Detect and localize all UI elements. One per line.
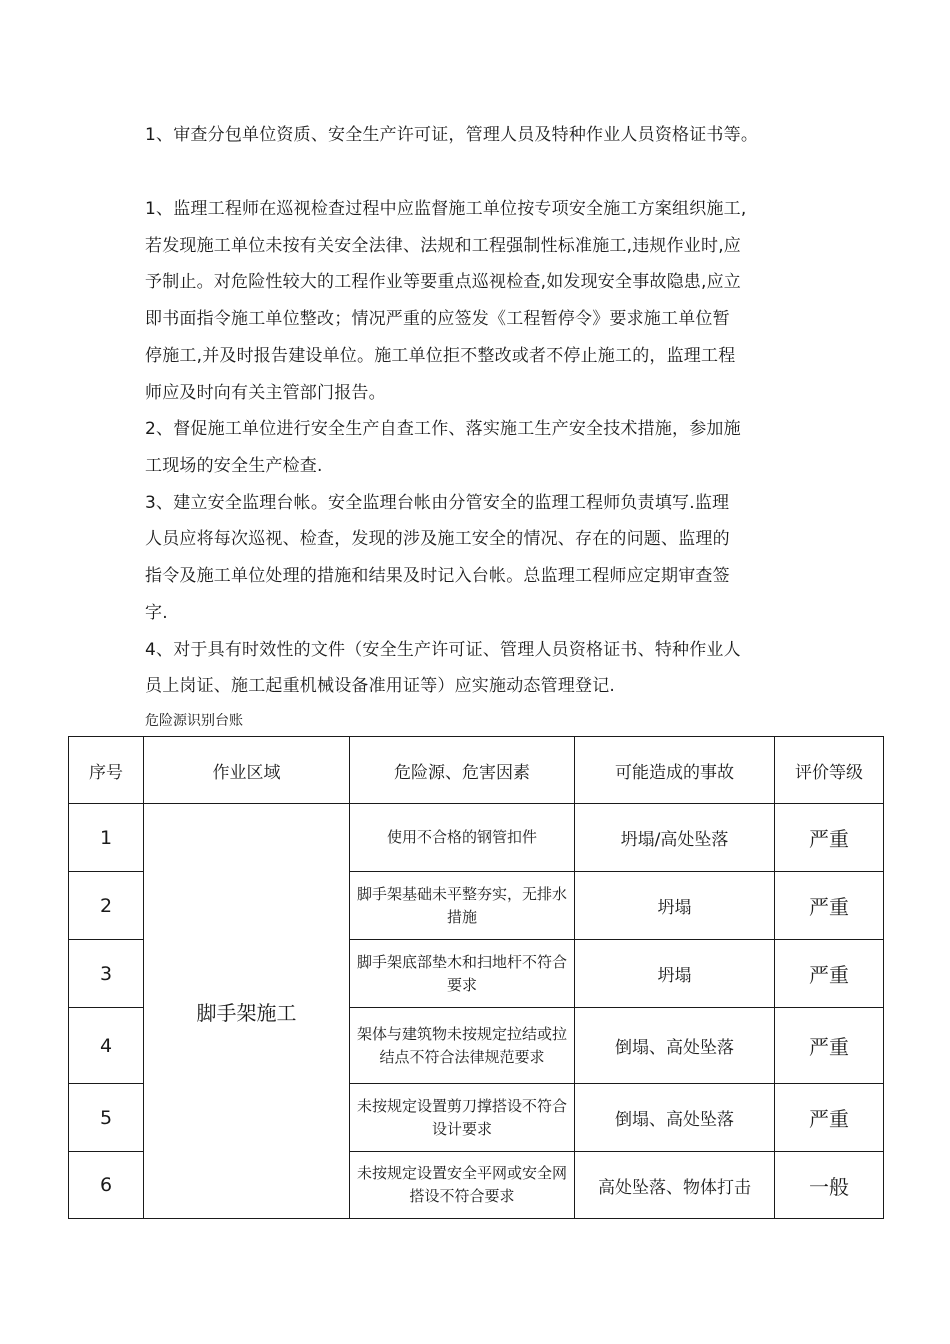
row-number: 5	[69, 1084, 144, 1152]
table-caption: 危险源识别台账	[145, 713, 243, 729]
row-number: 4	[69, 1008, 144, 1084]
paragraph-line: 员上岗证、施工起重机械设备准用证等）应实施动态管理登记.	[145, 676, 616, 696]
paragraph-line: 予制止。对危险性较大的工程作业等要重点巡视检查,如发现安全事故隐患,应立	[145, 272, 742, 292]
paragraph-line: 4、对于具有时效性的文件（安全生产许可证、管理人员资格证书、特种作业人	[145, 640, 741, 660]
paragraph-line: 字.	[145, 603, 168, 623]
hazard-cell: 使用不合格的钢管扣件	[350, 804, 575, 872]
row-number: 6	[69, 1152, 144, 1219]
accident-cell: 坍塌/高处坠落	[575, 804, 775, 872]
paragraph-line: 指令及施工单位处理的措施和结果及时记入台帐。总监理工程师应定期审查签	[145, 566, 730, 586]
hazard-cell: 脚手架基础未平整夯实，无排水措施	[350, 872, 575, 940]
header-seq: 序号	[69, 737, 144, 804]
header-hazard: 危险源、危害因素	[350, 737, 575, 804]
hazard-cell: 未按规定设置安全平网或安全网搭设不符合要求	[350, 1152, 575, 1219]
hazard-cell: 架体与建筑物未按规定拉结或拉结点不符合法律规范要求	[350, 1008, 575, 1084]
hazard-ledger-table	[68, 736, 884, 1219]
grade-cell: 严重	[775, 1084, 884, 1152]
grade-cell: 严重	[775, 940, 884, 1008]
table-row	[69, 804, 884, 872]
header-area: 作业区域	[144, 737, 350, 804]
accident-cell: 倒塌、高处坠落	[575, 1008, 775, 1084]
row-number: 3	[69, 940, 144, 1008]
accident-cell: 倒塌、高处坠落	[575, 1084, 775, 1152]
paragraph-line: 即书面指令施工单位整改；情况严重的应签发《工程暂停令》要求施工单位暂	[145, 309, 730, 329]
accident-cell: 坍塌	[575, 940, 775, 1008]
work-area-cell: 脚手架施工	[144, 804, 350, 1219]
paragraph-line: 师应及时向有关主管部门报告。	[145, 383, 386, 403]
grade-cell: 严重	[775, 804, 884, 872]
paragraph-line: 2、督促施工单位进行安全生产自查工作、落实施工生产安全技术措施，参加施	[145, 419, 741, 439]
paragraph-line: 1、监理工程师在巡视检查过程中应监督施工单位按专项安全施工方案组织施工,	[145, 199, 747, 219]
accident-cell: 坍塌	[575, 872, 775, 940]
header-accident: 可能造成的事故	[575, 737, 775, 804]
accident-cell: 高处坠落、物体打击	[575, 1152, 775, 1219]
paragraph-line: 1、审查分包单位资质、安全生产许可证，管理人员及特种作业人员资格证书等。	[145, 125, 759, 145]
paragraph-line: 3、建立安全监理台帐。安全监理台帐由分管安全的监理工程师负责填写.监理	[145, 493, 730, 513]
header-grade: 评价等级	[775, 737, 884, 804]
row-number: 1	[69, 804, 144, 872]
grade-cell: 严重	[775, 1008, 884, 1084]
hazard-cell: 脚手架底部垫木和扫地杆不符合要求	[350, 940, 575, 1008]
table-header-row	[69, 737, 884, 804]
paragraph-line: 若发现施工单位未按有关安全法律、法规和工程强制性标准施工,违规作业时,应	[145, 236, 742, 256]
paragraph-line: 人员应将每次巡视、检查，发现的涉及施工安全的情况、存在的问题、监理的	[145, 529, 730, 549]
grade-cell: 严重	[775, 872, 884, 940]
grade-cell: 一般	[775, 1152, 884, 1219]
hazard-cell: 未按规定设置剪刀撑搭设不符合设计要求	[350, 1084, 575, 1152]
paragraph-line: 停施工,并及时报告建设单位。施工单位拒不整改或者不停止施工的，监理工程	[145, 346, 736, 366]
row-number: 2	[69, 872, 144, 940]
paragraph-line: 工现场的安全生产检查.	[145, 456, 323, 476]
